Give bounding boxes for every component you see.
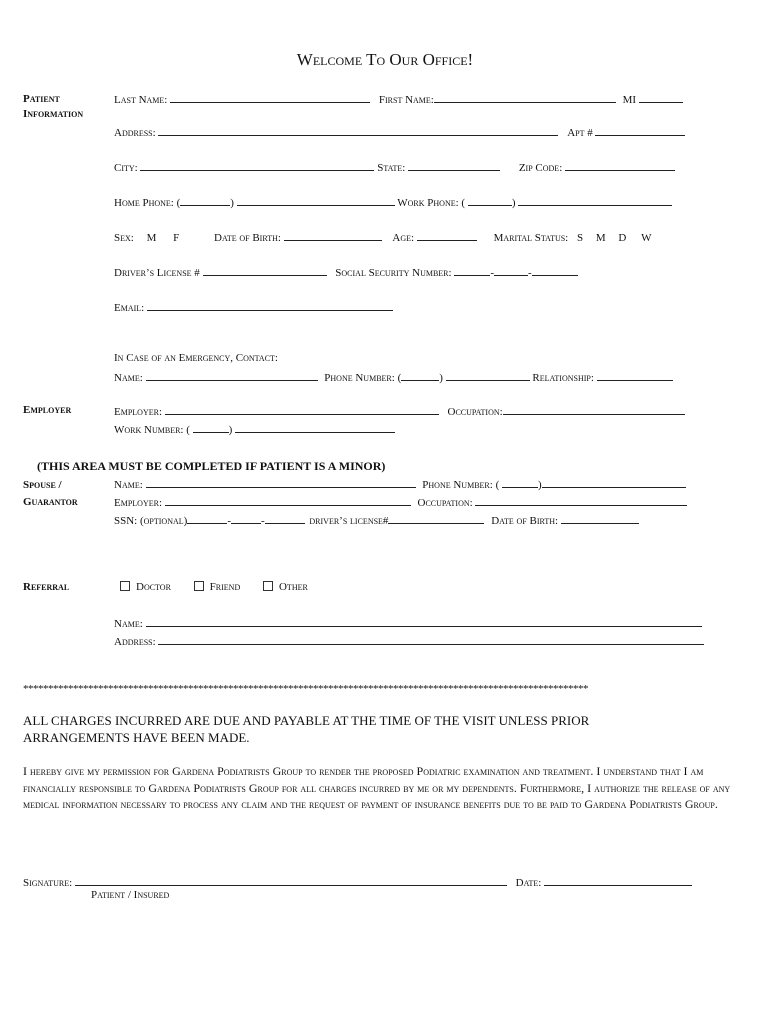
- state-label: State:: [377, 162, 406, 174]
- guarantor-ssn-label: SSN: (optional): [114, 515, 188, 527]
- patient-license-row: Driver’s License # Social Security Number: - -: [114, 265, 578, 279]
- emergency-heading: In Case of an Emergency, Contact:: [114, 352, 278, 364]
- guarantor-license-label: driver’s license#: [309, 515, 389, 527]
- ssn-part3-field[interactable]: [532, 265, 578, 276]
- asterisk-separator: *****************************************************************************************************************: [23, 683, 588, 695]
- work-phone-field[interactable]: [518, 195, 672, 206]
- relationship-field[interactable]: [597, 370, 673, 381]
- last-name-label: Last Name:: [114, 94, 168, 106]
- employer-label: Employer:: [114, 406, 163, 418]
- address-field[interactable]: [158, 125, 558, 136]
- guarantor-ssn-part2-field[interactable]: [231, 513, 261, 524]
- guarantor-name-label: Name:: [114, 479, 143, 491]
- apt-field[interactable]: [595, 125, 685, 136]
- ssn-label: Social Security Number:: [335, 267, 452, 279]
- referral-name-row: [114, 616, 702, 630]
- employer-row: [114, 404, 685, 418]
- state-field[interactable]: [408, 160, 500, 171]
- section-referral: Referral: [23, 581, 70, 593]
- checkbox-icon[interactable]: [120, 581, 130, 591]
- drivers-license-label: Driver’s License #: [114, 267, 200, 279]
- work-number-label: Work Number: (: [114, 424, 190, 436]
- marital-option-d[interactable]: D: [618, 232, 627, 244]
- referral-address-row: [114, 634, 704, 648]
- city-label: City:: [114, 162, 138, 174]
- referral-friend-option[interactable]: [194, 581, 241, 593]
- guarantor-dob-label: Date of Birth:: [491, 515, 559, 527]
- guarantor-name-row: Name: Phone Number: ( ): [114, 477, 686, 491]
- page-title: Welcome To Our Office!: [296, 50, 474, 69]
- occupation-label: Occupation:: [447, 406, 503, 418]
- guarantor-phone-label: Phone Number: (: [422, 479, 500, 491]
- mi-label: MI: [622, 94, 637, 106]
- work-phone-label: Work Phone: (: [397, 197, 466, 209]
- zip-label: Zip Code:: [518, 162, 563, 174]
- dob-label: Date of Birth:: [214, 232, 281, 244]
- home-phone-field[interactable]: [237, 195, 395, 206]
- patient-city-row: [114, 160, 675, 174]
- referral-doctor-option[interactable]: [120, 581, 171, 593]
- emergency-name-field[interactable]: [146, 370, 318, 381]
- patient-sex-row: [114, 230, 652, 244]
- guarantor-employer-field[interactable]: [165, 495, 411, 506]
- guarantor-occupation-label: Occupation:: [417, 497, 473, 509]
- last-name-field[interactable]: [170, 92, 370, 103]
- work-phone-area-field[interactable]: [468, 195, 512, 206]
- relationship-label: Relationship:: [532, 372, 594, 384]
- dob-field[interactable]: [284, 230, 382, 241]
- signature-label: Signature:: [23, 877, 73, 889]
- work-number-row: Work Number: ( ): [114, 422, 395, 436]
- work-number-field[interactable]: [235, 422, 395, 433]
- marital-status-label: Marital Status:: [493, 232, 569, 244]
- date-label: Date:: [515, 877, 542, 889]
- guarantor-dob-field[interactable]: [561, 513, 639, 524]
- occupation-field[interactable]: [503, 404, 685, 415]
- checkbox-icon[interactable]: [194, 581, 204, 591]
- marital-option-w[interactable]: W: [641, 232, 652, 244]
- patient-email-row: [114, 300, 393, 314]
- guarantor-ssn-row: SSN: (optional) - - driver’s license# Date of Birth:: [114, 513, 639, 527]
- guarantor-employer-label: Employer:: [114, 497, 163, 509]
- mi-field[interactable]: [639, 92, 683, 103]
- first-name-field[interactable]: [434, 92, 616, 103]
- emergency-name-label: Name:: [114, 372, 143, 384]
- referral-friend-label: Friend: [209, 581, 241, 593]
- email-label: Email:: [114, 302, 145, 314]
- age-label: Age:: [392, 232, 415, 244]
- sex-label: Sex:: [114, 232, 134, 244]
- referral-options-row: [120, 581, 308, 593]
- emergency-row: Name: Phone Number: ( ) Relationship:: [114, 370, 673, 384]
- zip-field[interactable]: [565, 160, 675, 171]
- guarantor-ssn-part1-field[interactable]: [187, 513, 227, 524]
- guarantor-ssn-part3-field[interactable]: [265, 513, 305, 524]
- referral-other-label: Other: [278, 581, 308, 593]
- ssn-part2-field[interactable]: [494, 265, 528, 276]
- referral-address-label: Address:: [114, 636, 156, 648]
- section-employer: Employer: [23, 404, 72, 416]
- guarantor-license-field[interactable]: [388, 513, 484, 524]
- checkbox-icon[interactable]: [263, 581, 273, 591]
- section-patient-information: Patient Information: [23, 93, 84, 120]
- signature-field[interactable]: [75, 875, 507, 886]
- signature-caption: Patient / Insured: [91, 889, 170, 901]
- referral-doctor-label: Doctor: [136, 581, 171, 593]
- authorization-paragraph: I hereby give my permission for Gardena Podiatrists Group to render the proposed Podiatric examination and treatment. I understand that I am financially responsible to Gardena Podiatrists Group for all charges incurred by me or my dependents. Furthermore, I authorize the release of any medical information necessary to process any claim and the request of payment of insurance benefits due to be paid to Gardena Podiatrists Group.: [23, 764, 731, 811]
- guarantor-employer-row: [114, 495, 687, 509]
- guarantor-phone-area-field[interactable]: [502, 477, 538, 488]
- patient-address-row: [114, 125, 685, 139]
- emergency-phone-area-field[interactable]: [401, 370, 439, 381]
- age-field[interactable]: [417, 230, 477, 241]
- home-phone-label: Home Phone: (: [114, 197, 181, 209]
- ssn-part1-field[interactable]: [454, 265, 490, 276]
- minor-notice: (THIS AREA MUST BE COMPLETED IF PATIENT IS A MINOR): [37, 459, 386, 473]
- emergency-phone-field[interactable]: [446, 370, 530, 381]
- drivers-license-field[interactable]: [203, 265, 327, 276]
- referral-other-option[interactable]: [263, 581, 308, 593]
- home-phone-area-field[interactable]: [180, 195, 230, 206]
- referral-name-label: Name:: [114, 618, 143, 630]
- referral-address-field[interactable]: [158, 634, 704, 645]
- apt-label: Apt #: [567, 127, 593, 139]
- first-name-label: First Name:: [378, 94, 434, 106]
- city-field[interactable]: [140, 160, 374, 171]
- sex-option-f[interactable]: F: [173, 232, 180, 244]
- charges-notice: ALL CHARGES INCURRED ARE DUE AND PAYABLE AT THE TIME OF THE VISIT UNLESS PRIOR ARRANGEMENTS HAVE BEEN MADE.: [23, 713, 590, 745]
- patient-phone-row: Home Phone: ( ) Work Phone: ( ): [114, 195, 672, 209]
- email-field[interactable]: [147, 300, 393, 311]
- date-field[interactable]: [544, 875, 692, 886]
- marital-option-m[interactable]: M: [595, 232, 606, 244]
- emergency-phone-label: Phone Number: (: [324, 372, 402, 384]
- marital-option-s[interactable]: S: [577, 232, 584, 244]
- guarantor-name-field[interactable]: [146, 477, 416, 488]
- work-number-area-field[interactable]: [193, 422, 229, 433]
- signature-row: [23, 875, 692, 889]
- section-spouse-guarantor: Spouse / Guarantor: [23, 479, 78, 508]
- referral-name-field[interactable]: [146, 616, 702, 627]
- patient-name-row: [114, 92, 683, 106]
- guarantor-phone-field[interactable]: [542, 477, 686, 488]
- guarantor-occupation-field[interactable]: [475, 495, 687, 506]
- employer-field[interactable]: [165, 404, 439, 415]
- sex-option-m[interactable]: M: [146, 232, 157, 244]
- address-label: Address:: [114, 127, 156, 139]
